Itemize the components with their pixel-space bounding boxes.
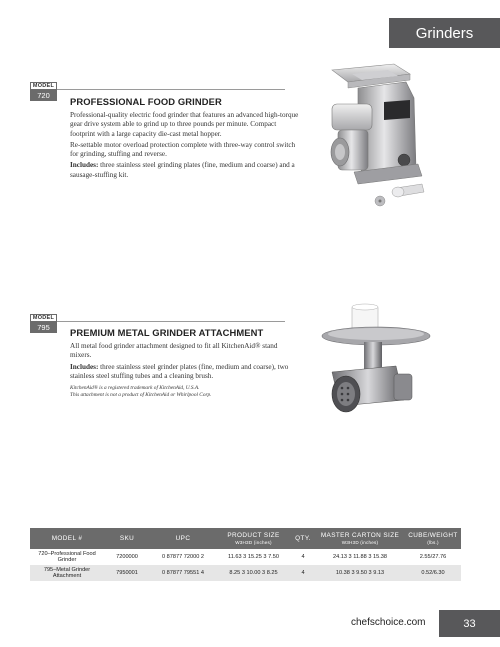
cell-carton-size: 10.38 3 9.50 3 9.13 (315, 565, 405, 581)
page-number: 33 (439, 610, 500, 637)
trademark-footnote (70, 385, 290, 398)
grinder-attachment-image (318, 302, 436, 430)
model-badge (30, 314, 57, 333)
product-795 (70, 327, 290, 400)
divider-rule (57, 89, 285, 90)
cell-sku: 7200000 (116, 553, 138, 560)
column-header: QTY. (291, 528, 315, 549)
footnote-2: This attachment is not a product of KitchenAid or Whirlpool Corp. (70, 391, 212, 398)
spec-table (30, 528, 461, 581)
cell-cube-weight: 0.52/6.30 (405, 565, 461, 581)
column-header: SKU (104, 528, 150, 549)
section-tab: Grinders (389, 18, 500, 48)
model-label: MODEL (30, 82, 57, 90)
column-header: MODEL # (30, 528, 104, 549)
product-description: All metal food grinder attachment designed to fit all KitchenAid® stand mixers. (70, 342, 278, 360)
column-header: MASTER CARTON SIZE W3H3D (inches) (315, 528, 405, 549)
product-title: PREMIUM METAL GRINDER ATTACHMENT (70, 327, 264, 338)
column-header: PRODUCT SIZE W3H3D (inches) (216, 528, 291, 549)
model-number: 795 (30, 322, 57, 333)
includes-label: Includes: (70, 362, 99, 371)
includes-text: three stainless steel grinding plates (fine, medium and coarse) and a sausage-stuffing kit. (70, 161, 295, 179)
table-row (30, 549, 461, 565)
column-header: UPC (150, 528, 216, 549)
model-label: MODEL (30, 314, 57, 322)
food-grinder-image (318, 60, 430, 215)
cell-qty: 4 (301, 553, 305, 560)
product-description-2: Re-settable motor overload protection complete with three-way control switch for grinding, stuffing and reverse. (70, 140, 296, 159)
cell-model: 795–Metal Grinder Attachment (30, 565, 104, 581)
divider-rule (57, 321, 285, 322)
table-header-row (30, 528, 461, 549)
footnote-1: KitchenAid® is a registered trademark of KitchenAid, U.S.A. (70, 385, 200, 392)
includes-text: three stainless steel grinder plates (fine, medium and coarse), two stainless steel stuffing tubes and a cleaning brush. (70, 362, 289, 380)
includes-label: Includes: (70, 161, 99, 170)
product-includes (70, 363, 290, 382)
cell-sku: 7950001 (104, 565, 150, 581)
cell-upc: 0 87877 72000 2 (162, 553, 204, 560)
cell-upc: 0 87877 79551 4 (150, 565, 216, 581)
product-description: Professional-quality electric food grinder that features an advanced high-torque gear drive system able to grind up to three pounds per minute. Compact footprint with a large capacity die-cast metal hopper. (70, 111, 299, 138)
column-header: CUBE/WEIGHT (lbs.) (405, 528, 461, 549)
cell-model: 720–Professional Food Grinder (38, 550, 96, 563)
model-number: 720 (30, 90, 57, 101)
cell-carton-size: 24.13 3 11.88 3 15.38 (332, 553, 388, 560)
product-title: PROFESSIONAL FOOD GRINDER (70, 96, 222, 107)
product-720 (70, 96, 300, 182)
table-row (30, 565, 461, 581)
cell-qty: 4 (291, 565, 315, 581)
product-includes (70, 161, 300, 180)
footer-url[interactable]: chefschoice.com (351, 617, 426, 628)
cell-product-size: 11.63 3 15.25 3 7.50 (228, 553, 279, 560)
cell-product-size: 8.25 3 10.00 3 8.25 (216, 565, 291, 581)
cell-cube-weight: 2.55/27.76 (419, 553, 447, 560)
model-badge (30, 82, 57, 101)
